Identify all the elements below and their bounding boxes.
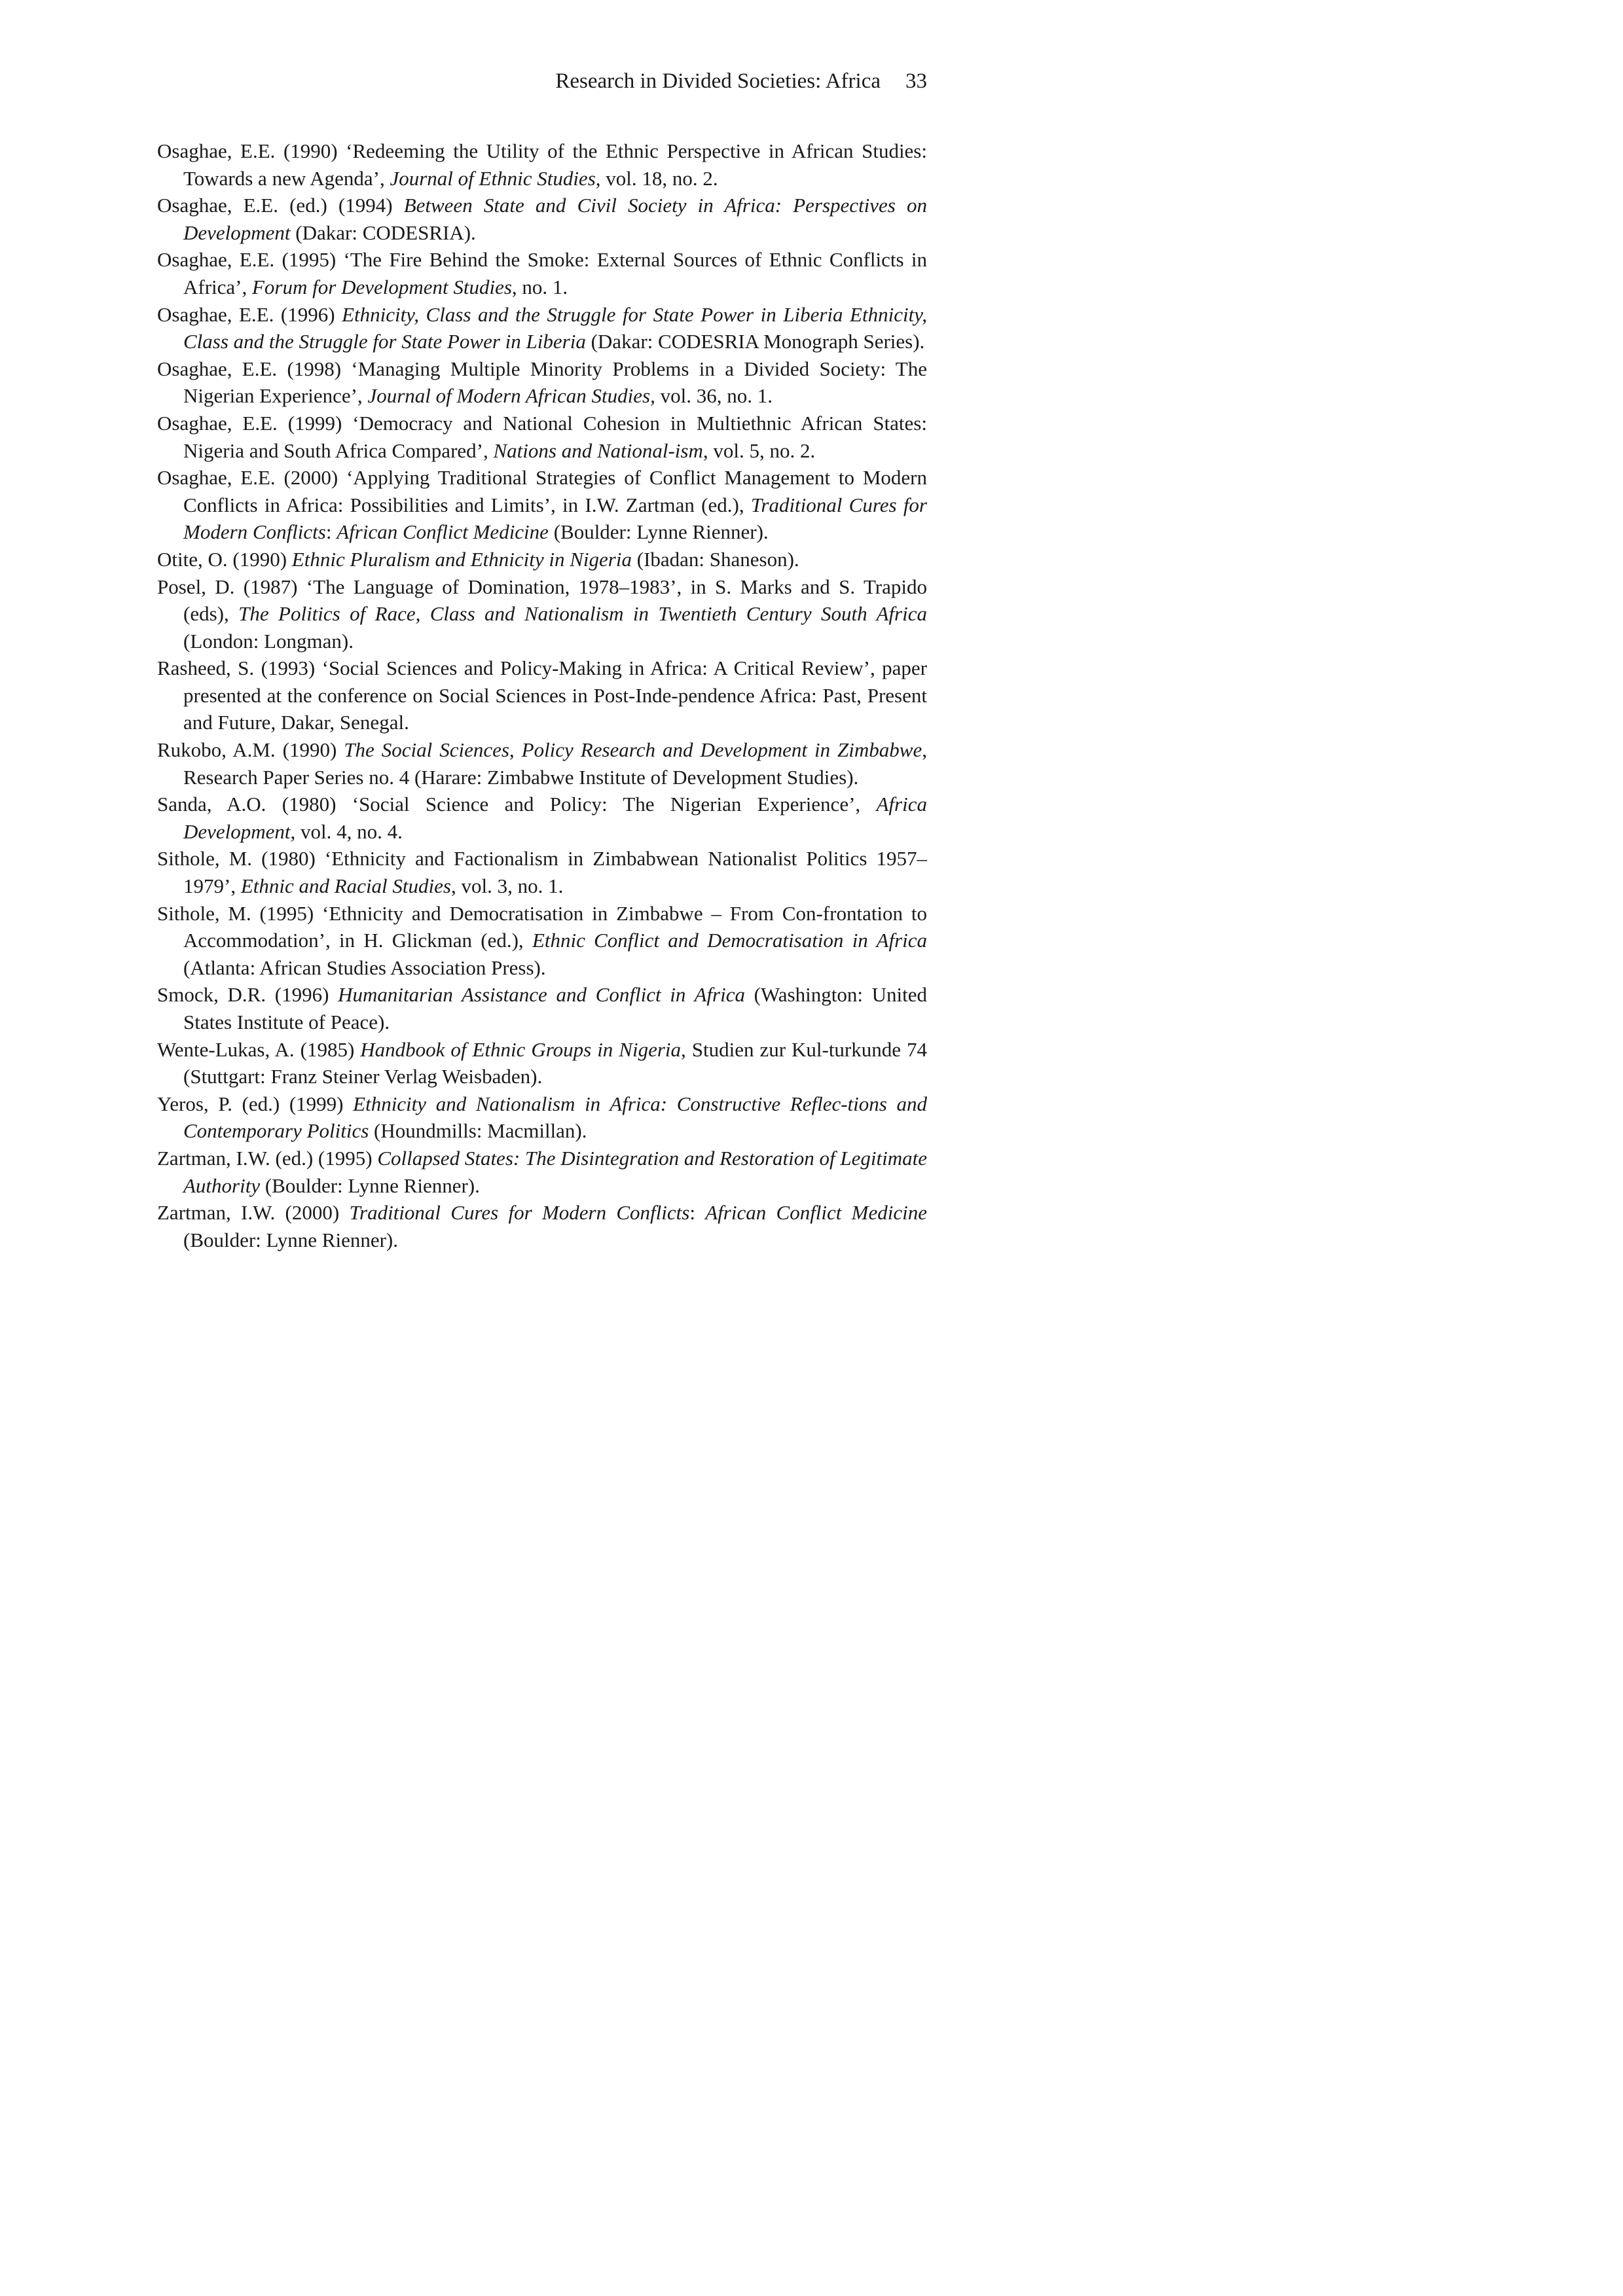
reference-title-italic: Humanitarian Assistance and Conflict in Africa — [338, 983, 745, 1007]
reference-text: (Atlanta: African Studies Association Press). — [183, 956, 546, 979]
reference-title-italic: Handbook of Ethnic Groups in Nigeria — [360, 1037, 682, 1061]
reference-text: Smock, D.R. (1996) — [157, 983, 338, 1007]
reference-title-italic: Journal of Ethnic Studies — [390, 166, 596, 190]
reference-text: Otite, O. (1990) — [157, 547, 292, 571]
reference-text: Sanda, A.O. (1980) ‘Social Science and Policy: The Nigerian Experience’, — [157, 793, 877, 816]
reference-title-italic: The Politics of Race, Class and Nationalism in Twentieth Century South Africa — [238, 602, 927, 626]
reference-entry — [157, 981, 927, 1035]
reference-text: Osaghae, E.E. (2000) ‘Applying Traditional Strategies of Conflict Management to Modern Conflicts in Africa: Possibilities and Limits’, in I.W. Zartman (ed.), — [157, 466, 927, 516]
reference-text: (Houndmills: Macmillan). — [369, 1119, 587, 1143]
running-head — [157, 67, 927, 96]
reference-text: : — [689, 1201, 706, 1225]
reference-title-italic: The Social Sciences, Policy Research and Development in Zimbabwe — [344, 738, 922, 762]
reference-title-italic: Ethnic and Racial Studies — [240, 874, 451, 898]
reference-entry — [157, 301, 927, 355]
reference-text: Osaghae, E.E. (1990) ‘Redeeming the Utility of the Ethnic Perspective in African Studies: Towards a new Agenda’, — [157, 139, 927, 190]
reference-list — [157, 137, 927, 1253]
reference-text: , vol. 3, no. 1. — [450, 874, 564, 898]
reference-entry — [157, 736, 927, 791]
reference-title-italic: Ethnicity and Nationalism in Africa: Constructive Reflec-tions and Contemporary Politics — [183, 1092, 927, 1143]
reference-text: (Boulder: Lynne Rienner). — [260, 1174, 480, 1197]
reference-title-italic: African Conflict Medicine — [705, 1201, 928, 1225]
reference-text: , no. 1. — [511, 275, 568, 298]
reference-title-italic: Traditional Cures for Modern Conflicts — [349, 1201, 690, 1225]
reference-text: , Research Paper Series no. 4 (Harare: Zimbabwe Institute of Development Studies). — [183, 738, 927, 789]
reference-text: Rukobo, A.M. (1990) — [157, 738, 344, 762]
reference-text: vol. 36, no. 1. — [655, 384, 773, 408]
reference-entry — [157, 1036, 927, 1090]
reference-entry — [157, 192, 927, 246]
reference-entry — [157, 246, 927, 300]
reference-title-italic: Africa Development, — [183, 793, 927, 843]
reference-text: , Studien zur Kul-turkunde 74 (Stuttgart: Franz Steiner Verlag Weisbaden). — [183, 1037, 927, 1088]
reference-entry — [157, 1199, 927, 1253]
reference-text: Osaghae, E.E. (1998) ‘Managing Multiple Minority Problems in a Divided Society: The Nigerian Experience’, — [157, 357, 927, 408]
reference-text: Rasheed, S. (1993) ‘Social Sciences and Policy-Making in Africa: A Critical Review’, paper presented at the conference on Social Sciences in Post-Inde-pendence Africa: Past, Present and Future, Dakar, Senegal. — [157, 656, 927, 734]
reference-title-italic: Nations and National-ism — [493, 439, 703, 462]
reference-text: , vol. 5, no. 2. — [702, 439, 816, 462]
reference-entry — [157, 464, 927, 546]
reference-title-italic: Ethnicity, Class and the Struggle for State Power in Liberia Ethnicity, Class and the Struggle for State Power in Liberia — [183, 302, 927, 353]
reference-text: Osaghae, E.E. (ed.) (1994) — [157, 194, 404, 217]
reference-title-italic: Traditional Cures for Modern Conflicts — [183, 493, 927, 544]
reference-text: (Dakar: CODESRIA). — [290, 221, 476, 244]
reference-entry — [157, 410, 927, 464]
reference-title-italic: Ethnic Pluralism and Ethnicity in Nigeria — [291, 547, 632, 571]
reference-text: Yeros, P. (ed.) (1999) — [157, 1092, 354, 1115]
reference-text: Osaghae, E.E. (1995) ‘The Fire Behind the Smoke: External Sources of Ethnic Conflicts in Africa’, — [157, 248, 927, 298]
reference-title-italic: Journal of Modern African Studies, — [367, 384, 655, 408]
reference-text: (Ibadan: Shaneson). — [632, 547, 799, 571]
running-title: Research in Divided Societies: Africa — [555, 69, 881, 93]
reference-text: Posel, D. (1987) ‘The Language of Domination, 1978–1983’, in S. Marks and S. Trapido (eds), — [157, 575, 927, 626]
reference-entry — [157, 791, 927, 845]
reference-text: Sithole, M. (1980) ‘Ethnicity and Factionalism in Zimbabwean Nationalist Politics 1957–1979’, — [157, 847, 927, 898]
reference-text: (Boulder: Lynne Rienner). — [183, 1228, 398, 1251]
reference-text: Osaghae, E.E. (1996) — [157, 302, 342, 326]
reference-text: Sithole, M. (1995) ‘Ethnicity and Democratisation in Zimbabwe – From Con-frontation to Accommodation’, in H. Glickman (ed.), — [157, 901, 927, 952]
reference-title-italic: Forum for Development Studies — [252, 275, 512, 298]
reference-title-italic: African Conflict Medicine — [337, 520, 549, 544]
reference-entry — [157, 546, 927, 573]
reference-entry — [157, 137, 927, 192]
reference-entry — [157, 1145, 927, 1199]
reference-text: , vol. 18, no. 2. — [595, 166, 718, 190]
reference-title-italic: Collapsed States: The Disintegration and Restoration of Legitimate Authority — [183, 1146, 927, 1197]
reference-text: : — [325, 520, 337, 544]
reference-text: Osaghae, E.E. (1999) ‘Democracy and National Cohesion in Multiethnic African States: Nigeria and South Africa Compared’, — [157, 411, 927, 462]
reference-text: Zartman, I.W. (ed.) (1995) — [157, 1146, 378, 1170]
reference-text: Wente-Lukas, A. (1985) — [157, 1037, 361, 1061]
reference-text: (Dakar: CODESRIA Monograph Series). — [585, 330, 925, 353]
reference-title-italic: Between State and Civil Society in Africa: Perspectives on Development — [183, 194, 928, 244]
reference-text: (London: Longman). — [183, 629, 354, 653]
reference-entry — [157, 355, 927, 410]
reference-entry — [157, 1090, 927, 1145]
reference-text: (Boulder: Lynne Rienner). — [548, 520, 769, 544]
reference-entry — [157, 655, 927, 736]
reference-entry — [157, 845, 927, 899]
reference-text: vol. 4, no. 4. — [295, 819, 403, 843]
page-number: 33 — [905, 69, 927, 93]
reference-text: Zartman, I.W. (2000) — [157, 1201, 350, 1225]
reference-text: (Washington: United States Institute of Peace). — [183, 983, 927, 1033]
reference-entry — [157, 573, 927, 655]
reference-entry — [157, 900, 927, 982]
reference-title-italic: Ethnic Conflict and Democratisation in Africa — [532, 929, 927, 952]
